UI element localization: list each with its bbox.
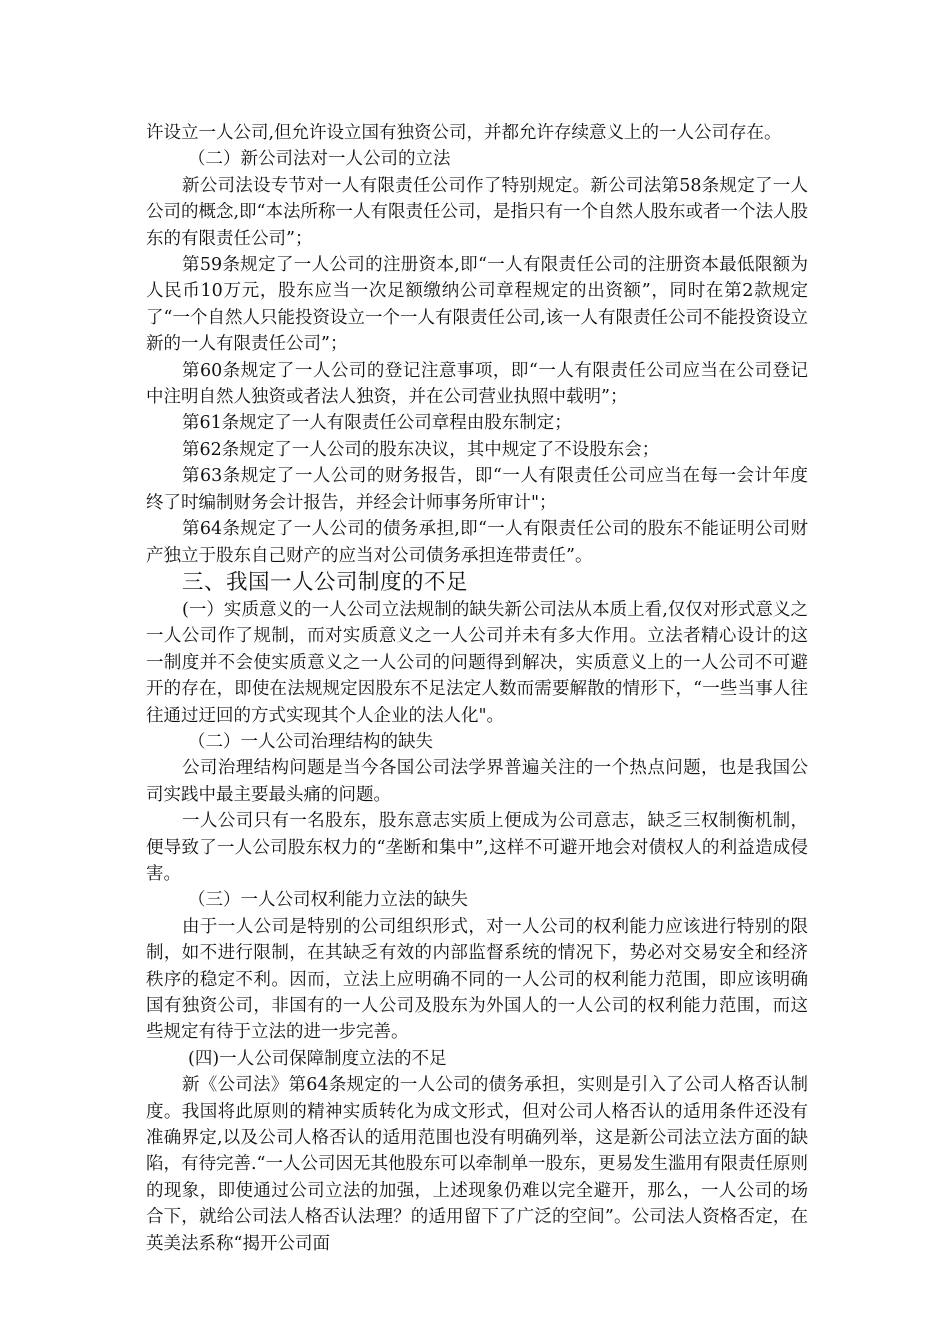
- body-paragraph: 新《公司法》第64条规定的一人公司的债务承担，实则是引入了公司人格否认制度。我国将此原则的精神实质转化为成文形式，但对公司人格否认的适用条件还没有准确界定,以及公司人格否认的适用范围也没有明确列举，这是新公司法立法方面的缺陷，有待完善.“一人公司因无其他股东可以牵制单一股东，更易发生滥用有限责任原则的现象，即使通过公司立法的加强，上述现象仍难以完全避开，那么，一人公司的场合下，就给公司法人格否认法理？的适用留下了广泛的空间”。公司法人资格否定，在英美法系称“揭开公司面: [146, 1075, 809, 1254]
- body-paragraph: 第64条规定了一人公司的债务承担,即“一人有限责任公司的股东不能证明公司财产独立于股东自己财产的应当对公司债务承担连带责任”。: [146, 519, 808, 566]
- body-paragraph: 第59条规定了一人公司的注册资本,即“一人有限责任公司的注册资本最低限额为人民币10万元，股东应当一次足额缴纳公司章程规定的出资额”，同时在第2款规定了“一个自然人只能投资设立一个一人有限责任公司,该一人有限责任公司不能投资设立新的一人有限责任公司”；: [146, 255, 809, 355]
- document-page: [146, 120, 808, 1257]
- subheading-capacity: （三）一人公司权利能力立法的缺失: [188, 890, 468, 911]
- section-heading: 三、我国一人公司制度的不足: [182, 569, 469, 595]
- subheading-2: （二）新公司法对一人公司的立法: [188, 149, 451, 170]
- body-paragraph: 第63条规定了一人公司的财务报告，即“一人有限责任公司应当在每一会计年度终了时编制财务会计报告，并经会计师事务所审计"；: [146, 466, 808, 513]
- body-paragraph: 新公司法设专节对一人有限责任公司作了特别规定。新公司法第58条规定了一人公司的概念,即“本法所称一人有限责任公司，是指只有一个自然人股东或者一个法人股东的有限责任公司”；: [146, 175, 809, 249]
- body-paragraph: 由于一人公司是特别的公司组织形式，对一人公司的权利能力应该进行特别的限制，如不进行限制，在其缺乏有效的内部监督系统的情况下，势必对交易安全和经济秩序的稳定不利。因而，立法上应明确不同的一人公司的权利能力范围，即应该明确国有独资公司，非国有的一人公司及股东为外国人的一人公司的权利能力范围，而这些规定有待于立法的进一步完善。: [146, 916, 808, 1043]
- body-paragraph: (一）实质意义的一人公司立法规制的缺失新公司法从本质上看,仅仅对形式意义之一人公司作了规制，而对实质意义之一人公司并未有多大作用。立法者精心设计的这一制度并不会使实质意义之一人公司的问题得到解决，实质意义上的一人公司不可避开的存在，即使在法规规定因股东不足法定人数而需要解散的情形下，“一些当事人往往通过迂回的方式实现其个人企业的法人化"。: [146, 599, 808, 726]
- body-paragraph: 公司治理结构问题是当今各国公司法学界普遍关注的一个热点问题，也是我国公司实践中最主要最头痛的问题。: [146, 758, 808, 805]
- body-paragraph: 第60条规定了一人公司的登记注意事项，即“一人有限责任公司应当在公司登记中注明自然人独资或者法人独资，并在公司营业执照中载明”；: [146, 360, 808, 408]
- paragraph-continuation: 许设立一人公司,但允许设立国有独资公司，并都允许存续意义上的一人公司存在。: [146, 123, 782, 143]
- subheading-safeguard: (四)一人公司保障制度立法的不足: [188, 1048, 447, 1069]
- subheading-governance: （二）一人公司治理结构的缺失: [188, 731, 433, 752]
- body-paragraph: 第62条规定了一人公司的股东决议，其中规定了不设股东会；: [182, 439, 660, 460]
- body-paragraph: 第61条规定了一人有限责任公司章程由股东制定；: [182, 413, 572, 434]
- body-paragraph: 一人公司只有一名股东，股东意志实质上便成为公司意志，缺乏三权制衡机制，便导致了一人公司股东权力的“垄断和集中”,这样不可避开地会对债权人的利益造成侵害。: [146, 811, 808, 884]
